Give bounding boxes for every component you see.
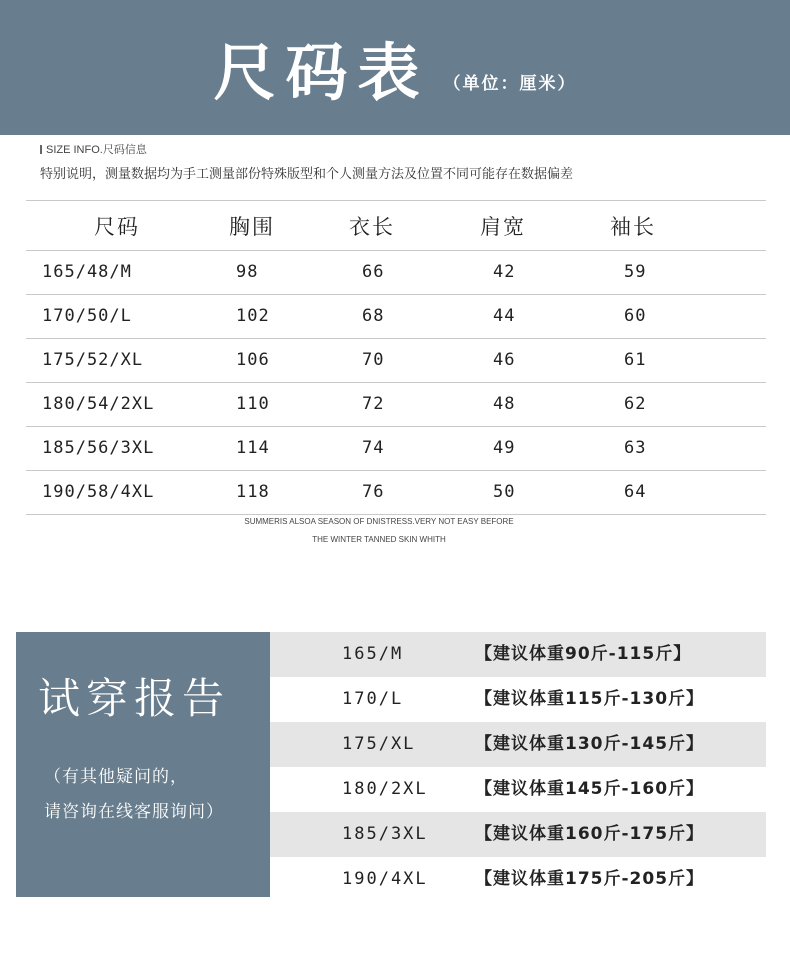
report-sub-line-2: 请咨询在线客服询问） [44,802,224,822]
table-row [26,339,766,383]
footer-line-2: THE WINTER TANNED SKIN WHITH [312,535,446,544]
table-cell: 64 [624,482,647,502]
table-cell: 180/54/2XL [42,394,155,414]
table-cell: 175/52/XL [42,350,144,370]
header-cell-shoulder: 肩宽 [480,215,526,239]
bar-marker-icon [40,145,42,154]
table-cell: 62 [624,394,647,414]
table-cell: 98 [236,262,259,282]
size-info-label [40,141,147,157]
table-row [26,251,766,295]
table-cell: 185/56/3XL [42,438,155,458]
table-row [26,427,766,471]
footer-line-1: SUMMERIS ALSOA SEASON OF DNISTRESS.VERY NOT EASY BEFORE [244,517,514,526]
table-cell: 72 [362,394,385,414]
size-table-header [26,201,766,251]
weight-table [270,632,766,902]
table-row [26,295,766,339]
weight-row-size: 170/L [342,689,404,709]
weight-row [270,857,766,902]
table-cell: 74 [362,438,385,458]
table-cell: 76 [362,482,385,502]
table-cell: 48 [493,394,516,414]
weight-row-size: 165/M [342,644,404,664]
weight-row [270,677,766,722]
table-cell: 59 [624,262,647,282]
weight-row-size: 185/3XL [342,824,428,844]
unit-label: （单位：厘米） [443,74,577,94]
weight-row-recommendation: 【建议体重130斤-145斤】 [475,734,705,754]
table-cell: 170/50/L [42,306,132,326]
weight-row-recommendation: 【建议体重90斤-115斤】 [475,644,692,664]
weight-row-recommendation: 【建议体重160斤-175斤】 [475,824,705,844]
header-cell-sleeve: 袖长 [610,215,656,239]
weight-row-recommendation: 【建议体重175斤-205斤】 [475,869,705,889]
table-cell: 68 [362,306,385,326]
table-cell: 60 [624,306,647,326]
weight-row-size: 175/XL [342,734,416,754]
size-info-text: SIZE INFO.尺码信息 [46,144,147,156]
size-table [26,200,766,515]
table-cell: 44 [493,306,516,326]
weight-row-size: 180/2XL [342,779,428,799]
table-cell: 50 [493,482,516,502]
header-banner [0,0,790,135]
weight-row [270,722,766,767]
table-row [26,383,766,427]
weight-row [270,767,766,812]
table-cell: 110 [236,394,270,414]
weight-row-recommendation: 【建议体重115斤-130斤】 [475,689,705,709]
table-cell: 42 [493,262,516,282]
header-cell-chest: 胸围 [229,215,275,239]
header-cell-length: 衣长 [349,215,395,239]
fitting-report-panel [16,632,270,897]
table-cell: 49 [493,438,516,458]
weight-row-recommendation: 【建议体重145斤-160斤】 [475,779,705,799]
measurement-note: 特别说明，测量数据均为手工测量部份特殊版型和个人测量方法及位置不同可能存在数据偏差 [40,167,574,182]
table-cell: 102 [236,306,270,326]
table-cell: 190/58/4XL [42,482,155,502]
table-cell: 114 [236,438,270,458]
weight-row [270,632,766,677]
table-cell: 63 [624,438,647,458]
page-title: 尺码表 [213,36,430,109]
report-title: 试穿报告 [38,674,231,723]
table-cell: 106 [236,350,270,370]
table-cell: 61 [624,350,647,370]
table-cell: 66 [362,262,385,282]
table-cell: 70 [362,350,385,370]
table-cell: 46 [493,350,516,370]
report-sub-line-1: （有其他疑问的， [44,767,188,787]
weight-row [270,812,766,857]
weight-row-size: 190/4XL [342,869,428,889]
header-cell-size: 尺码 [94,215,140,239]
table-cell: 118 [236,482,270,502]
table-cell: 165/48/M [42,262,132,282]
table-row [26,471,766,515]
